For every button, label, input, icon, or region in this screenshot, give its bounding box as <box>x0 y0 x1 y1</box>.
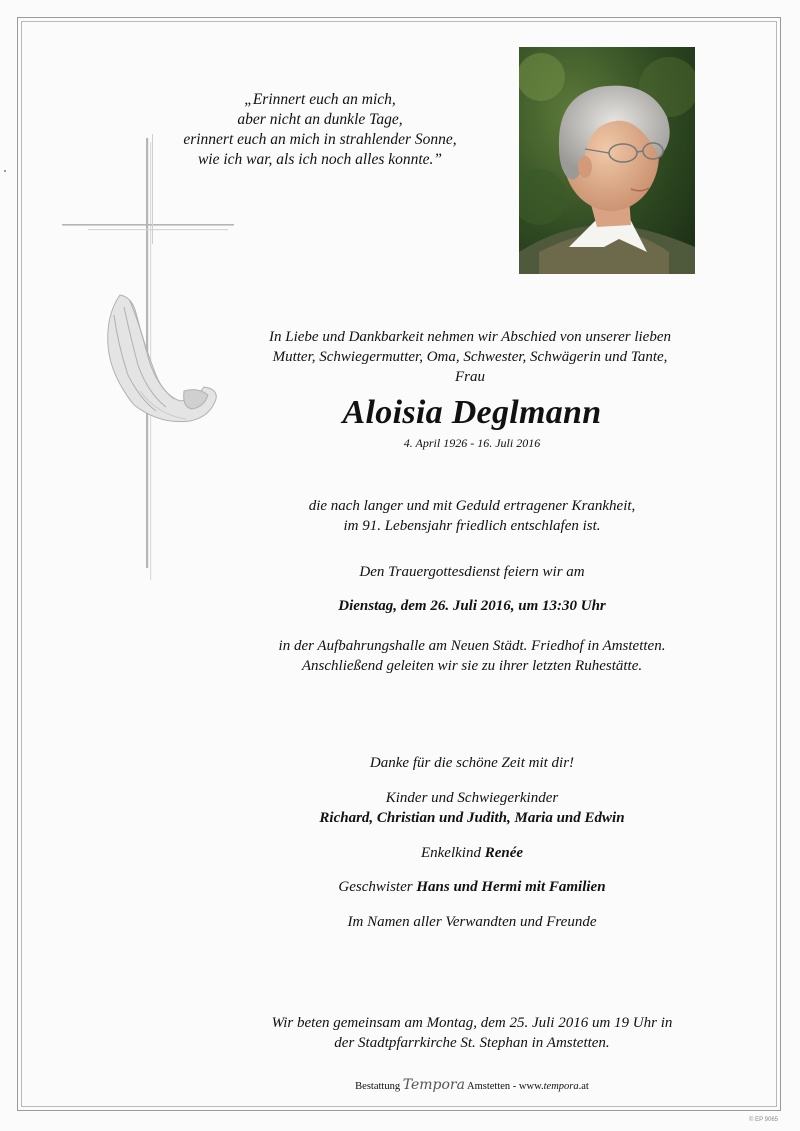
poem-line: aber nicht an dunkle Tage, <box>237 111 403 128</box>
service-place <box>220 636 724 676</box>
thanks-line: Danke für die schöne Zeit mit dir! <box>369 755 575 771</box>
siblings-label: Geschwister <box>338 879 413 895</box>
service-place-line: in der Aufbahrungshalle am Neuen Städt. Friedhof in Amstetten. <box>278 638 666 654</box>
prayer-line: Wir beten gemeinsam am Montag, dem 25. Juli 2016 um 19 Uhr in <box>271 1015 673 1031</box>
portrait-photo <box>519 47 695 274</box>
others-line: Im Namen aller Verwandten und Freunde <box>347 914 597 930</box>
prayer-text <box>220 1013 724 1053</box>
cross-with-praying-hands-icon <box>58 120 238 580</box>
tempora-logo: Tempora <box>402 1077 465 1093</box>
deceased-name: Aloisia Deglmann <box>342 394 602 431</box>
intro-line: In Liebe und Dankbarkeit nehmen wir Abschied von unserer lieben <box>269 329 671 345</box>
grandchild-name: Renée <box>484 845 524 861</box>
children-names: Richard, Christian und Judith, Maria und Edwin <box>319 810 625 826</box>
poem-line: „Erinnert euch an mich, <box>244 91 396 108</box>
intro-line: Mutter, Schwiegermutter, Oma, Schwester, Schwägerin und Tante, <box>272 349 668 365</box>
service-place-line: Anschließend geleiten wir sie zu ihrer letzten Ruhestätte. <box>301 658 643 674</box>
fold-mark <box>4 170 6 172</box>
undertaker-footer <box>220 1077 724 1093</box>
service-intro: Den Trauergottesdienst feiern wir am <box>359 564 585 580</box>
footer-url-tld: .at <box>578 1081 589 1092</box>
children-label: Kinder und Schwiegerkinder <box>385 790 559 806</box>
grandchild-line <box>220 843 724 863</box>
life-dates: 4. April 1926 - 16. Juli 2016 <box>403 436 541 450</box>
children-block <box>220 788 724 828</box>
passing-text <box>220 496 724 536</box>
passing-line: die nach langer und mit Geduld ertragener Krankheit, <box>308 498 636 514</box>
print-code: © EP 9065 <box>749 1117 778 1123</box>
siblings-line <box>220 877 724 897</box>
poem-line: erinnert euch an mich in strahlender Sonne, <box>183 131 457 148</box>
intro-line: Frau <box>455 369 485 385</box>
siblings-names: Hans und Hermi mit Familien <box>416 879 606 895</box>
poem-line: wie ich war, als ich noch alles konnte.” <box>197 151 443 168</box>
prayer-line: der Stadtpfarrkirche St. Stephan in Amstetten. <box>334 1035 610 1051</box>
passing-line: im 91. Lebensjahr friedlich entschlafen ist. <box>343 518 601 534</box>
footer-prefix: Bestattung <box>355 1081 401 1092</box>
grandchild-label: Enkelkind <box>420 845 481 861</box>
footer-url-brand: tempora <box>543 1081 579 1092</box>
intro-text <box>220 327 720 387</box>
footer-suffix: Amstetten - www. <box>467 1081 544 1092</box>
service-datetime: Dienstag, dem 26. Juli 2016, um 13:30 Uhr <box>338 598 606 614</box>
